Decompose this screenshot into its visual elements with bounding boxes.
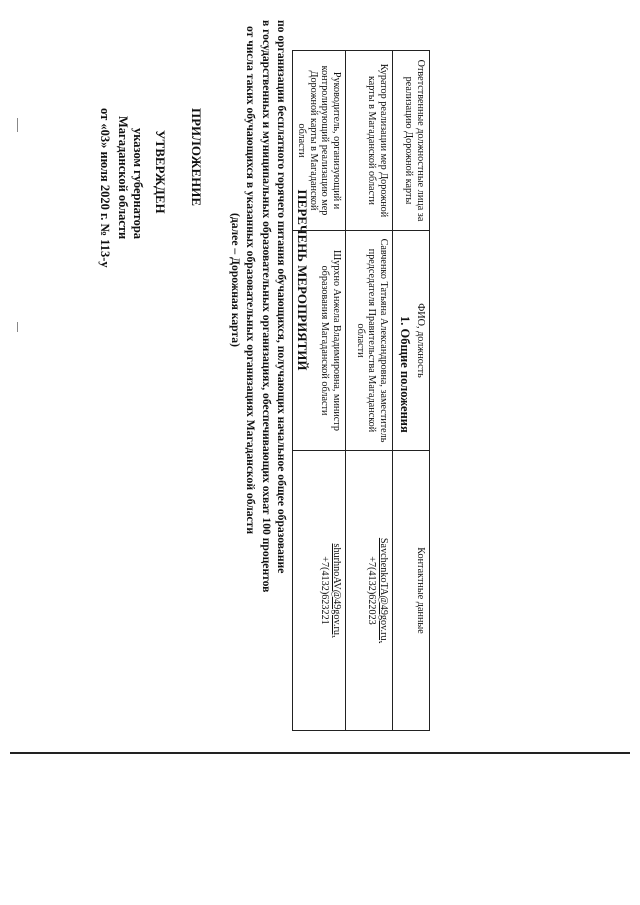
title-line: в государственных и муниципальных образовательных организациях, обеспечивающих охват 100 процентов <box>259 20 273 593</box>
header-cell: Контактные данные <box>393 451 430 731</box>
decree-label: указом губернатора <box>131 128 145 240</box>
approved-label: УТВЕРЖДЕН <box>153 130 168 214</box>
person-cell: Шурхно Анжела Владимировна, министр образования Магаданской области <box>293 231 346 451</box>
title-line: по организации бесплатного горячего питания обучающихся, получающих начальное общее образование <box>274 20 288 574</box>
contact-cell <box>346 451 393 731</box>
email-link[interactable]: SavchenkoTA@49gov.ru, <box>378 537 389 644</box>
table-header-row <box>393 51 430 731</box>
header-cell: Ответственные должностные лица за реализацию Дорожной карты <box>393 51 430 231</box>
role-cell: Куратор реализации мер Дорожной карты в Магаданской области <box>346 51 393 231</box>
approval-block <box>99 108 204 268</box>
scan-artifact <box>17 118 18 132</box>
decree-date-number: от «03» июля 2020 г. № 113-у <box>98 108 112 268</box>
scan-artifact <box>17 322 18 332</box>
page-divider <box>10 752 630 754</box>
table-row <box>293 51 346 731</box>
contact-cell <box>293 451 346 731</box>
title-line: от числа таких обучающихся в указанных образовательных организациях Магаданской области <box>244 25 258 535</box>
title-line: (далее – Дорожная карта) <box>229 213 243 347</box>
table-row <box>346 51 393 731</box>
title-heading: ПЕРЕЧЕНЬ МЕРОПРИЯТИЙ <box>295 189 310 371</box>
responsible-officials-table <box>292 50 430 731</box>
phone-text: +7(4132)622023 <box>366 556 378 625</box>
section-heading: 1. Общие положения <box>398 316 412 433</box>
region-label: Магаданской области <box>116 116 131 240</box>
role-cell: Руководитель, организующий и контролирующий реализацию мер Дорожной карты в Магаданской области <box>293 51 346 231</box>
person-cell: Савченко Татьяна Александровна, заместитель председателя Правительства Магаданской области <box>346 231 393 451</box>
header-cell: ФИО, должность <box>393 231 430 451</box>
appendix-label: ПРИЛОЖЕНИЕ <box>189 108 204 207</box>
phone-text: +7(4132)623221 <box>319 556 331 625</box>
email-link[interactable]: shurhnoAV@49gov.ru, <box>331 543 342 638</box>
